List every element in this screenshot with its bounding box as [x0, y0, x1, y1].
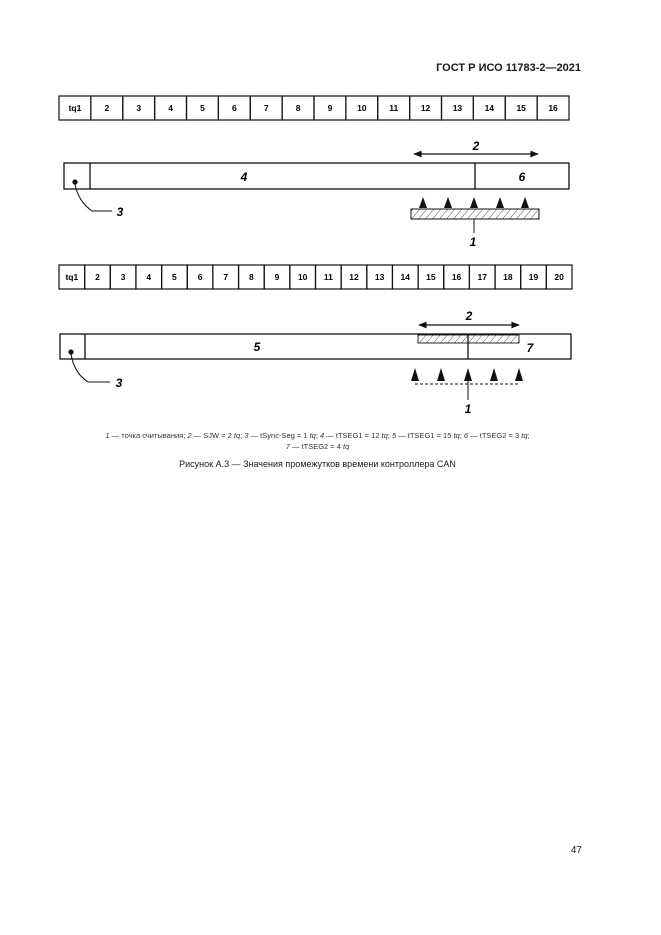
tq-cell-label: 13: [374, 272, 385, 282]
segment-label-tseg2-a: 6: [518, 170, 526, 184]
tq-cell-label: 18: [503, 272, 513, 282]
tq-cell-label: 2: [95, 272, 100, 282]
sjw-label-b: 2: [465, 309, 473, 323]
tq-cell-label: 5: [172, 272, 177, 282]
sample-point-label-a: 1: [469, 235, 477, 249]
legend-num-5: 5: [391, 431, 397, 440]
tq-cell-label: 3: [120, 272, 126, 282]
legend-unit-6: tq: [521, 431, 528, 440]
legend-text-1: — точка считывания;: [109, 431, 188, 440]
sample-window-a: [411, 197, 539, 249]
legend-num-6: 6: [463, 431, 469, 440]
sync-point-dot-b: [68, 349, 73, 354]
tq-cell-label: tq1: [68, 103, 82, 113]
legend-text-4: — tTSEG1 = 12: [324, 431, 382, 440]
legend-text-2: — SJW = 2: [191, 431, 234, 440]
legend-num-4: 4: [320, 431, 325, 440]
standard-header: ГОСТ Р ИСО 11783-2—2021: [436, 62, 581, 74]
legend-sep-3: ;: [315, 431, 321, 440]
tq-cell-label: 19: [528, 272, 539, 282]
tq-cell-label: 6: [231, 103, 237, 113]
legend-unit-3: tq: [309, 431, 316, 440]
tq-cell-label: 11: [323, 272, 333, 282]
tq-cell-label: 14: [400, 272, 411, 282]
tq-cell-label: 16: [548, 103, 558, 113]
legend-num-7: 7: [285, 442, 290, 451]
page-number: 47: [570, 845, 582, 856]
segment-label-tseg1-a: 4: [240, 170, 248, 184]
tq-cell-label: 4: [146, 272, 152, 282]
sample-point-label-b: 1: [464, 402, 472, 416]
tq-cell-label: 4: [168, 103, 173, 113]
tq-cell-label: 16: [451, 272, 462, 282]
tq-cell-label: 15: [516, 103, 526, 113]
legend-text-5: — tTSEG1 = 15: [396, 431, 454, 440]
segment-label-tseg1-b: 5: [253, 340, 261, 354]
tq-cell-label: 14: [484, 103, 495, 113]
tq-cell-label: 8: [295, 103, 301, 113]
sync-seg-label-a: 3: [116, 205, 124, 219]
time-quanta-row-a: [59, 96, 569, 120]
sjw-arrow-a: [414, 139, 538, 154]
tq-cell-label: 7: [223, 272, 229, 282]
legend-text-3: — tSync-Seg = 1: [248, 431, 310, 440]
tq-cell-label: 12: [420, 103, 431, 113]
tq-cell-label: 3: [136, 103, 142, 113]
figure-legend: [60, 430, 575, 452]
tq-cell-label: 10: [297, 272, 308, 282]
sync-seg-label-b: 3: [115, 376, 123, 390]
tq-cell-label: 6: [197, 272, 203, 282]
tq-cell-label: 11: [389, 103, 399, 113]
legend-sep-2: ;: [240, 431, 245, 440]
bit-segment-bar-b: [60, 334, 571, 359]
segment-label-tseg2-b: 7: [526, 341, 534, 355]
legend-unit-5: tq: [453, 431, 460, 440]
legend-unit-4: tq: [381, 431, 388, 440]
time-quanta-row-b: [59, 265, 572, 289]
tq-cell-label: 20: [554, 272, 564, 282]
legend-sep-5: ;: [459, 431, 464, 440]
figure-caption: Рисунок А.3 — Значения промежутков времени контроллера CAN: [179, 459, 456, 469]
legend-num-3: 3: [244, 431, 249, 440]
legend-unit-2: tq: [233, 431, 241, 440]
tq-cell-label: 5: [200, 103, 205, 113]
tq-cell-label: 9: [274, 272, 280, 282]
sjw-label-a: 2: [472, 139, 480, 153]
legend-unit-7: tq: [343, 442, 350, 451]
legend-num-1: 1: [105, 431, 110, 440]
tq-cell-label: 10: [357, 103, 367, 113]
tq-cell-label: 2: [104, 103, 110, 113]
tq-cell-label: 13: [452, 103, 463, 113]
tq-cell-label: tq1: [65, 272, 79, 282]
tq-cell-label: 7: [263, 103, 269, 113]
tq-cell-label: 15: [426, 272, 436, 282]
bit-segment-bar-a: [64, 163, 569, 189]
tq-cell-label: 8: [249, 272, 254, 282]
tq-cell-label: 12: [349, 272, 359, 282]
legend-sep-6: ;: [527, 431, 530, 440]
sample-window-b: [411, 368, 523, 416]
sync-point-dot-a: [72, 179, 77, 184]
tq-cell-label: 9: [327, 103, 333, 113]
legend-text-6: — tTSEG2 = 3: [468, 431, 522, 440]
sjw-arrow-b: [419, 309, 519, 325]
legend-num-2: 2: [187, 431, 192, 440]
legend-text-7: — tTSEG2 = 4: [289, 442, 344, 451]
tq-cell-label: 17: [477, 272, 487, 282]
legend-sep-4: ;: [387, 431, 392, 440]
